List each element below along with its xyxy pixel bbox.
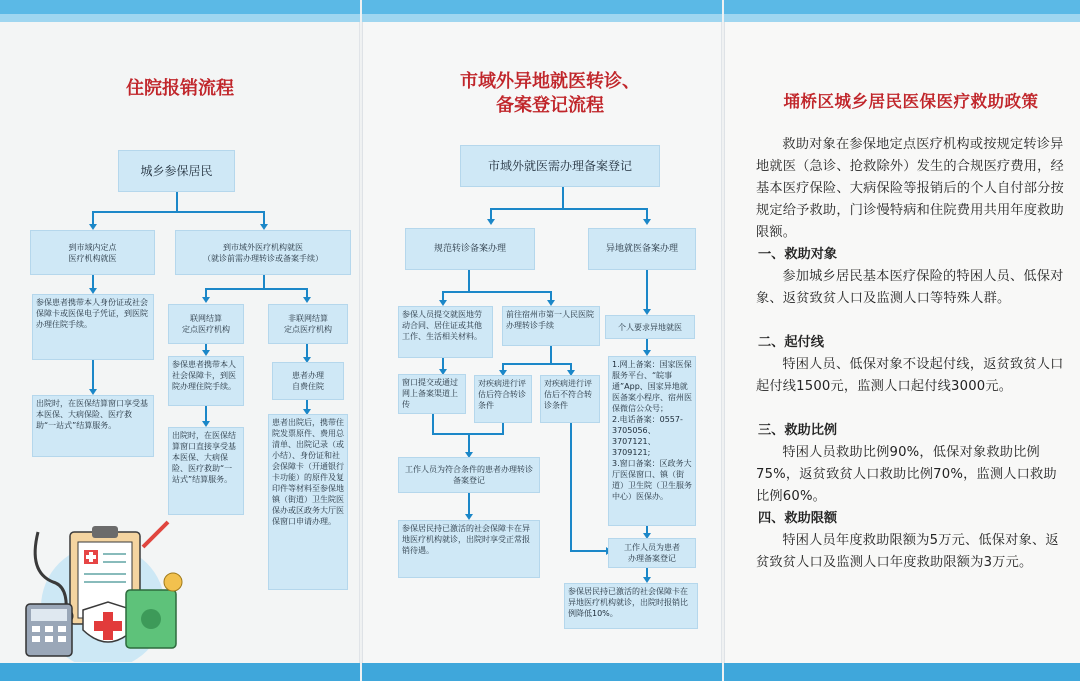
panel1-title: 住院报销流程 — [126, 78, 234, 99]
section-3-body: 特困人员救助比例90%，低保对象救助比例75%，返贫致贫人口救助比例70%，监测人口救助比例60%。 — [756, 445, 1057, 504]
p2-l6-box: 工作人员为符合条件的患者办理转诊备案登记 — [398, 457, 540, 493]
panel2-title-line2: 备案登记流程 — [496, 95, 604, 116]
p1-networked-step2-box: 出院时，在医保结算窗口直接享受基本医保、大病保险、医疗救助“一站式”结算服务。 — [168, 427, 244, 515]
p2-referral-box: 规范转诊备案办理 — [405, 228, 535, 270]
p2-l5-box: 对疾病进行评估后不符合转诊条件 — [540, 375, 600, 423]
policy-intro: 救助对象在参保地定点医疗机构或按规定转诊异地就医（急诊、抢救除外）发生的合规医疗费用，经基本医疗保险、大病保险等报销后的个人自付部分按规定给予救助，门诊慢特病和住院费用共用年度救助限额。 — [756, 137, 1064, 240]
panel3-title: 埇桥区城乡居民医保医疗救助政策 — [783, 92, 1039, 111]
section-4-heading: 四、救助限额 — [758, 511, 838, 526]
p2-r2-box: 1.网上备案：国家医保服务平台、“皖事通”App、国家异地就医备案小程序、宿州医保微信公众号； 2.电话备案：0557-3705056、3707121、3709121; 3.窗口备案：区政务大厅医保窗口、镇（街道）卫生院（卫生服务中心）医保办。 — [608, 356, 696, 526]
p2-l7-box: 参保居民持已激活的社会保障卡在异地医疗机构就诊，出院时享受正常报销待遇。 — [398, 520, 540, 578]
p1-local-step2-box: 出院时，在医保结算窗口享受基本医保、大病保险、医疗救助“一站式”结算服务。 — [32, 395, 154, 457]
p2-l2-box: 前往宿州市第一人民医院办理转诊手续 — [502, 306, 600, 346]
top-band — [724, 0, 1080, 22]
p2-offsite-box: 异地就医备案办理 — [588, 228, 696, 270]
p1-networked-box: 联网结算 定点医疗机构 — [168, 304, 244, 344]
p1-non-networked-box: 非联网结算 定点医疗机构 — [268, 304, 348, 344]
top-band — [0, 0, 360, 22]
bottom-band — [0, 663, 360, 681]
section-2-heading: 二、起付线 — [758, 335, 824, 350]
p2-l3-box: 窗口提交或通过网上备案渠道上传 — [398, 374, 466, 414]
bottom-band — [724, 663, 1080, 681]
p1-branch-external-box: 到市域外医疗机构就医 （就诊前需办理转诊或备案手续） — [175, 230, 351, 275]
p1-root-box: 城乡参保居民 — [118, 150, 235, 192]
p1-local-step1-box: 参保患者携带本人身份证或社会保障卡或医保电子凭证，到医院办理住院手续。 — [32, 294, 154, 360]
p2-r1-box: 个人要求异地就医 — [605, 315, 695, 339]
fold-line — [359, 0, 363, 681]
section-2-body: 特困人员、低保对象不设起付线，返贫致贫人口起付线1500元，监测人口起付线3000元。 — [756, 357, 1064, 394]
top-band — [362, 0, 722, 22]
p1-networked-step1-box: 参保患者携带本人社会保障卡，到医院办理住院手续。 — [168, 356, 244, 406]
section-1-heading: 一、救助对象 — [758, 247, 838, 262]
p2-r4-box: 参保居民持已激活的社会保障卡在异地医疗机构就诊，出院时报销比例降低10%。 — [564, 583, 698, 629]
section-3-heading: 三、救助比例 — [758, 423, 838, 438]
bottom-band — [362, 663, 722, 681]
p1-branch-local-box: 到市域内定点 医疗机构就医 — [30, 230, 155, 275]
p1-non-networked-step1-box: 患者办理 自费住院 — [272, 362, 344, 400]
section-1-body: 参加城乡居民基本医疗保险的特困人员、低保对象、返贫致贫人口及监测人口等特殊人群。 — [756, 269, 1064, 306]
p2-l4-box: 对疾病进行评估后符合转诊条件 — [474, 375, 532, 423]
p2-r3-box: 工作人员为患者 办理备案登记 — [608, 538, 696, 568]
section-4-body: 特困人员年度救助限额为5万元、低保对象、返贫致贫人口及监测人口年度救助限额为3万元。 — [756, 533, 1059, 570]
p2-l1-box: 参保人员提交就医地劳动合同、居住证或其他工作、生活相关材料。 — [398, 306, 493, 358]
panel2-title-line1: 市域外异地就医转诊、 — [460, 71, 640, 92]
p2-root-box: 市域外就医需办理备案登记 — [460, 145, 660, 187]
panel2-title — [430, 70, 670, 118]
medical-illustration — [8, 512, 193, 662]
p1-non-networked-step2-box: 患者出院后，携带住院发票原件、费用总清单、出院记录（或小结）、身份证和社会保障卡（开通银行卡功能）的原件及复印件等材料至参保地镇（街道）卫生院医保办或区政务大厅医保窗口申请办理。 — [268, 414, 348, 590]
fold-line — [721, 0, 725, 681]
